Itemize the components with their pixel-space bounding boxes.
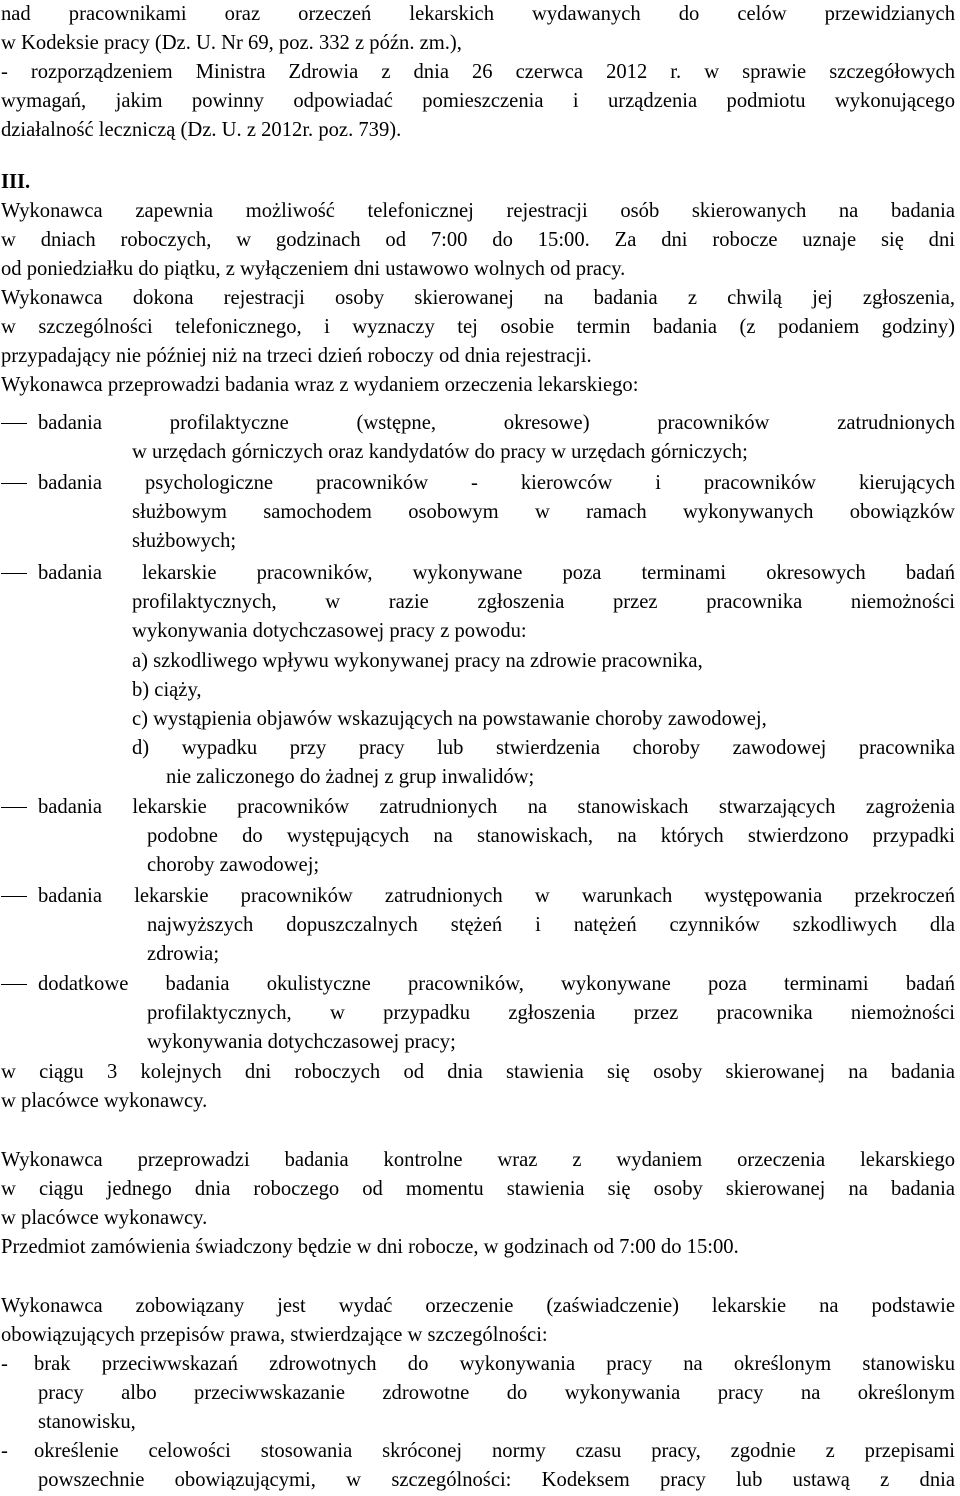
text-line: najwyższych dopuszczalnych stężeń i natężeń czynników szkodliwych dla: [147, 914, 955, 936]
text-line: w placówce wykonawcy.: [1, 1207, 208, 1229]
dash-bullet-icon: [1, 573, 27, 574]
list-item: [0, 559, 960, 788]
list-item: [0, 409, 960, 469]
text-line: badania psychologiczne pracowników - kierowców i pracowników kierujących: [38, 472, 955, 494]
text-line: służbowym samochodem osobowym w ramach wykonywanych obowiązków: [132, 501, 955, 523]
text-line: obowiązujących przepisów prawa, stwierdzające w szczególności:: [1, 1324, 548, 1346]
text-line: Wykonawca zobowiązany jest wydać orzeczenie (zaświadczenie) lekarskie na podstawie: [1, 1295, 955, 1317]
text-line: podobne do występujących na stanowiskach, na których stwierdzono przypadki: [147, 825, 955, 847]
hyphen-marker: -: [1, 1440, 8, 1462]
text-line: Wykonawca dokona rejestracji osoby skierowanej na badania z chwilą jej zgłoszenia,: [1, 287, 955, 309]
sub-list-item: c) wystąpienia objawów wskazujących na powstawanie choroby zawodowej,: [132, 708, 767, 730]
text-line: działalność leczniczą (Dz. U. z 2012r. poz. 739).: [1, 119, 402, 141]
sub-list-item: a) szkodliwego wpływu wykonywanej pracy na zdrowie pracownika,: [132, 650, 703, 672]
text-line: brak przeciwwskazań zdrowotnych do wykonywania pracy na określonym stanowisku: [34, 1353, 955, 1375]
text-line: powszechnie obowiązującymi, w szczególności: Kodeksem pracy lub ustawą z dnia: [38, 1469, 955, 1491]
list-item: [0, 1350, 960, 1440]
dash-bullet-icon: [1, 807, 27, 808]
text-line: - rozporządzeniem Ministra Zdrowia z dnia 26 czerwca 2012 r. w sprawie szczegółowych: [1, 61, 955, 83]
hyphen-marker: -: [1, 1353, 8, 1375]
text-line: badania lekarskie pracowników zatrudnionych w warunkach występowania przekroczeń: [38, 885, 955, 907]
text-line: służbowych;: [132, 530, 237, 552]
text-line: określenie celowości stosowania skróconej normy czasu pracy, zgodnie z przepisami: [34, 1440, 955, 1462]
text-line: dodatkowe badania okulistyczne pracowników, wykonywane poza terminami badań: [38, 973, 955, 995]
text-line: nie zaliczonego do żadnej z grup inwalidów;: [166, 766, 535, 788]
text-line: przypadający nie później niż na trzeci dzień roboczy od dnia rejestracji.: [1, 345, 592, 367]
text-line: profilaktycznych, w razie zgłoszenia przez pracownika niemożności: [132, 591, 955, 613]
text-line: nad pracownikami oraz orzeczeń lekarskich wydawanych do celów przewidzianych: [1, 3, 955, 25]
dash-bullet-icon: [1, 423, 27, 424]
text-line: wykonywania dotychczasowej pracy z powodu:: [132, 620, 527, 642]
text-line: wymagań, jakim powinny odpowiadać pomieszczenia i urządzenia podmiotu wykonującego: [1, 90, 955, 112]
text-line: Przedmiot zamówienia świadczony będzie w dni robocze, w godzinach od 7:00 do 15:00.: [1, 1236, 739, 1258]
list-item: [0, 882, 960, 972]
text-line: w dniach roboczych, w godzinach od 7:00 do 15:00. Za dni robocze uznaje się dni: [1, 229, 955, 251]
text-line: w ciągu jednego dnia roboczego od momentu stawienia się osoby skierowanej na badania: [1, 1178, 955, 1200]
text-line: w szczególności telefonicznego, i wyznaczy tej osobie termin badania (z podaniem godziny): [1, 316, 955, 338]
text-line: w placówce wykonawcy.: [1, 1090, 208, 1112]
list-item: [0, 469, 960, 559]
text-line: w urzędach górniczych oraz kandydatów do pracy w urzędach górniczych;: [132, 441, 748, 463]
text-line: Wykonawca przeprowadzi badania kontrolne wraz z wydaniem orzeczenia lekarskiego: [1, 1149, 955, 1171]
text-line: badania profilaktyczne (wstępne, okresowe) pracowników zatrudnionych: [38, 412, 955, 434]
text-line: choroby zawodowej;: [147, 854, 320, 876]
text-line: wykonywania dotychczasowej pracy;: [147, 1031, 456, 1053]
text-line: w ciągu 3 kolejnych dni roboczych od dnia stawienia się osoby skierowanej na badania: [1, 1061, 955, 1083]
sub-list-item: b) ciąży,: [132, 679, 202, 701]
list-item: [0, 1437, 960, 1495]
list-item: [0, 793, 960, 883]
text-line: Wykonawca przeprowadzi badania wraz z wydaniem orzeczenia lekarskiego:: [1, 374, 639, 396]
text-line: Wykonawca zapewnia możliwość telefonicznej rejestracji osób skierowanych na badania: [1, 200, 955, 222]
list-item: [0, 970, 960, 1060]
text-line: stanowisku,: [38, 1411, 136, 1433]
sub-list-item: d) wypadku przy pracy lub stwierdzenia choroby zawodowej pracownika: [132, 737, 955, 759]
text-line: badania lekarskie pracowników zatrudnionych na stanowiskach stwarzających zagrożenia: [38, 796, 955, 818]
text-line: profilaktycznych, w przypadku zgłoszenia przez pracownika niemożności: [147, 1002, 955, 1024]
dash-bullet-icon: [1, 984, 27, 985]
text-line: zdrowia;: [147, 943, 220, 965]
text-line: pracy albo przeciwwskazanie zdrowotne do wykonywania pracy na określonym: [38, 1382, 955, 1404]
text-line: w Kodeksie pracy (Dz. U. Nr 69, poz. 332 z późn. zm.),: [1, 32, 462, 54]
text-line: badania lekarskie pracowników, wykonywane poza terminami okresowych badań: [38, 562, 955, 584]
text-line: od poniedziałku do piątku, z wyłączeniem dni ustawowo wolnych od pracy.: [1, 258, 626, 280]
section-heading: III.: [1, 171, 31, 193]
dash-bullet-icon: [1, 483, 27, 484]
dash-bullet-icon: [1, 896, 27, 897]
